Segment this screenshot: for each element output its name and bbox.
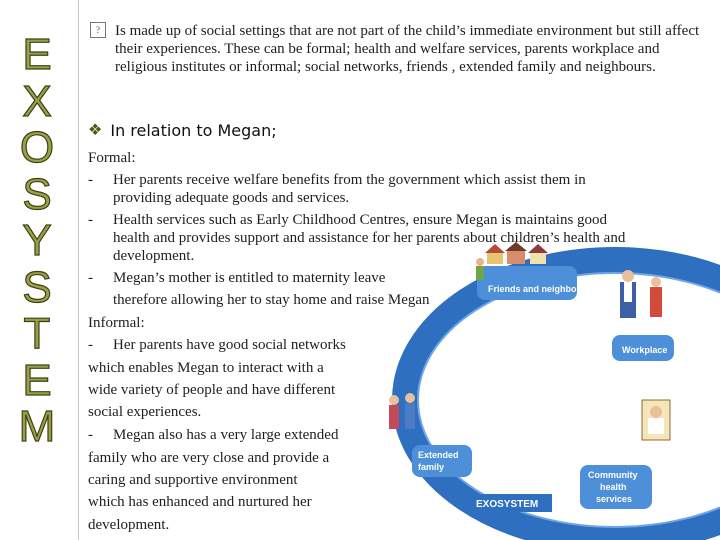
formal-item-1-line-1: Her parents receive welfare benefits from the government which assist them in — [113, 172, 586, 188]
formal-item-1-line-2: providing adequate goods and services. — [113, 190, 350, 206]
formal-item-3-line-1: Megan’s mother is entitled to maternity leave — [113, 270, 386, 286]
vertical-title — [12, 32, 62, 451]
informal-item-2-line-5: development. — [88, 517, 170, 533]
dash-bullet: - — [88, 427, 93, 443]
informal-item-2-line-2: family who are very close and provide a — [88, 450, 330, 466]
community-label-3: services — [596, 494, 633, 504]
health-worker-icon — [642, 400, 670, 440]
informal-item-2-line-1: Megan also has a very large extended — [113, 427, 339, 443]
informal-item-1-line-2: which enables Megan to interact with a — [88, 360, 324, 376]
title-letter: O — [19, 123, 55, 172]
informal-item-1-line-3: wide variety of people and have different — [88, 382, 336, 398]
formal-item-2-line-2: health and provides support and assistance for her parents about children’s health and — [113, 230, 626, 246]
extended-label-2: family — [418, 462, 445, 472]
checkbox-icon: ? — [90, 22, 106, 38]
informal-item-1-line-4: social experiences. — [88, 404, 202, 420]
title-letter: M — [18, 402, 56, 451]
heading-text: In relation to Megan; — [110, 120, 277, 140]
extended-label-1: Extended — [418, 450, 459, 460]
title-letter: S — [22, 169, 52, 219]
dash-bullet: - — [88, 270, 93, 286]
ring-label: EXOSYSTEM — [476, 499, 539, 510]
dash-bullet: - — [88, 172, 93, 188]
section-heading — [88, 120, 277, 140]
informal-item-1-line-1: Her parents have good social networks — [113, 337, 346, 353]
formal-item-2-line-1: Health services such as Early Childhood Centres, ensure Megan is maintains good — [113, 212, 608, 228]
title-letter: T — [23, 309, 51, 358]
dash-bullet: - — [88, 212, 93, 228]
community-label-2: health — [600, 482, 627, 492]
dash-bullet: - — [88, 337, 93, 353]
formal-item-3-line-2: therefore allowing her to stay home and raise Megan — [113, 292, 430, 308]
informal-item-2-line-4: which has enhanced and nurtured her — [88, 494, 312, 510]
title-letter: Y — [22, 216, 52, 265]
diamond-bullet-icon: ❖ — [88, 122, 103, 139]
formal-label: Formal: — [88, 150, 136, 166]
informal-label: Informal: — [88, 315, 145, 331]
intro-paragraph: Is made up of social settings that are not part of the child’s immediate environment but still affect their experiences. These can be formal; health and welfare services, parents workplace and religious institutes or informal; social networks, friends , extended family and neighbours. — [115, 23, 700, 75]
title-letter: E — [22, 30, 52, 79]
title-letter: E — [22, 355, 52, 405]
title-letter: X — [22, 76, 52, 126]
community-label-1: Community — [588, 470, 638, 480]
title-letter: S — [22, 262, 52, 312]
sidebar-divider — [78, 0, 79, 540]
formal-item-2-line-3: development. — [113, 248, 195, 264]
friends-label: Friends and neighbors — [488, 284, 586, 294]
workplace-label: Workplace — [622, 345, 668, 355]
informal-item-2-line-3: caring and supportive environment — [88, 472, 298, 488]
